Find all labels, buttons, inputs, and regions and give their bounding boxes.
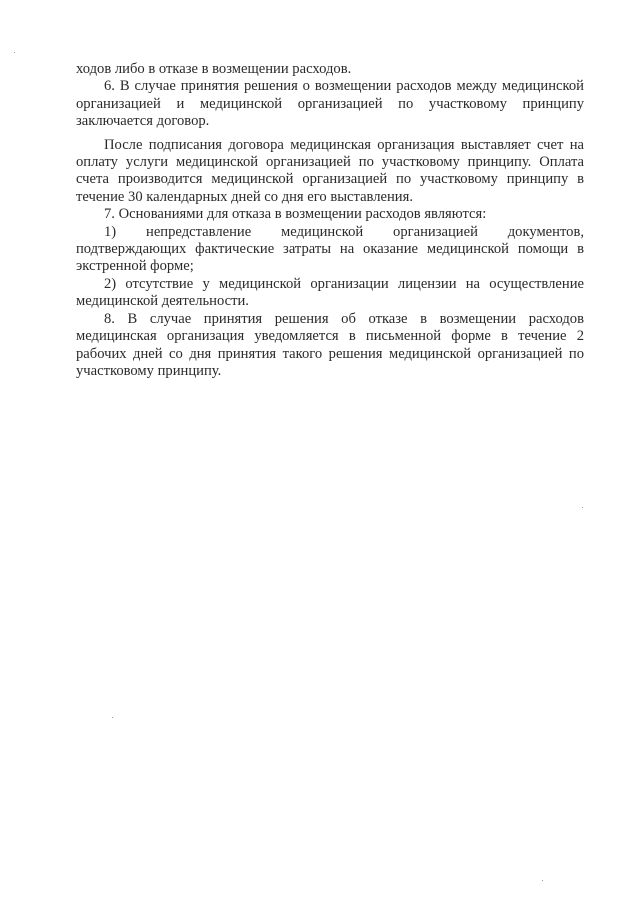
paragraph-invoice-payment: После подписания договора медицинская организация выставляет счет на оплату услуги медицинской организацией по участковому принципу. Оплата счета производится медицинской организацией по участковому принципу в течение 30 календарных дней со дня его выставления. xyxy=(76,136,584,205)
paragraph-item-6: 6. В случае принятия решения о возмещении расходов между медицинской организацией и медицинской организацией по участковому принципу заключается договор. xyxy=(76,78,584,130)
scan-speck xyxy=(582,507,583,508)
document-body xyxy=(76,61,584,380)
paragraph-reason-2: 2) отсутствие у медицинской организации лицензии на осуществление медицинской деятельности. xyxy=(76,275,584,310)
paragraph-item-8: 8. В случае принятия решения об отказе в возмещении расходов медицинская организация уведомляется в письменной форме в течение 2 рабочих дней со дня принятия такого решения медицинской организацией по участковому принципу. xyxy=(76,310,584,379)
scan-speck xyxy=(112,717,113,718)
paragraph-item-7: 7. Основаниями для отказа в возмещении расходов являются: xyxy=(104,206,487,223)
paragraph-continuation: ходов либо в отказе в возмещении расходов. xyxy=(76,61,352,77)
scan-speck xyxy=(542,880,543,881)
paragraph-reason-1: 1) непредставление медицинской организацией документов, подтверждающих фактические затраты на оказание медицинской помощи в экстренной форме; xyxy=(76,223,584,275)
scan-speck xyxy=(14,52,15,53)
